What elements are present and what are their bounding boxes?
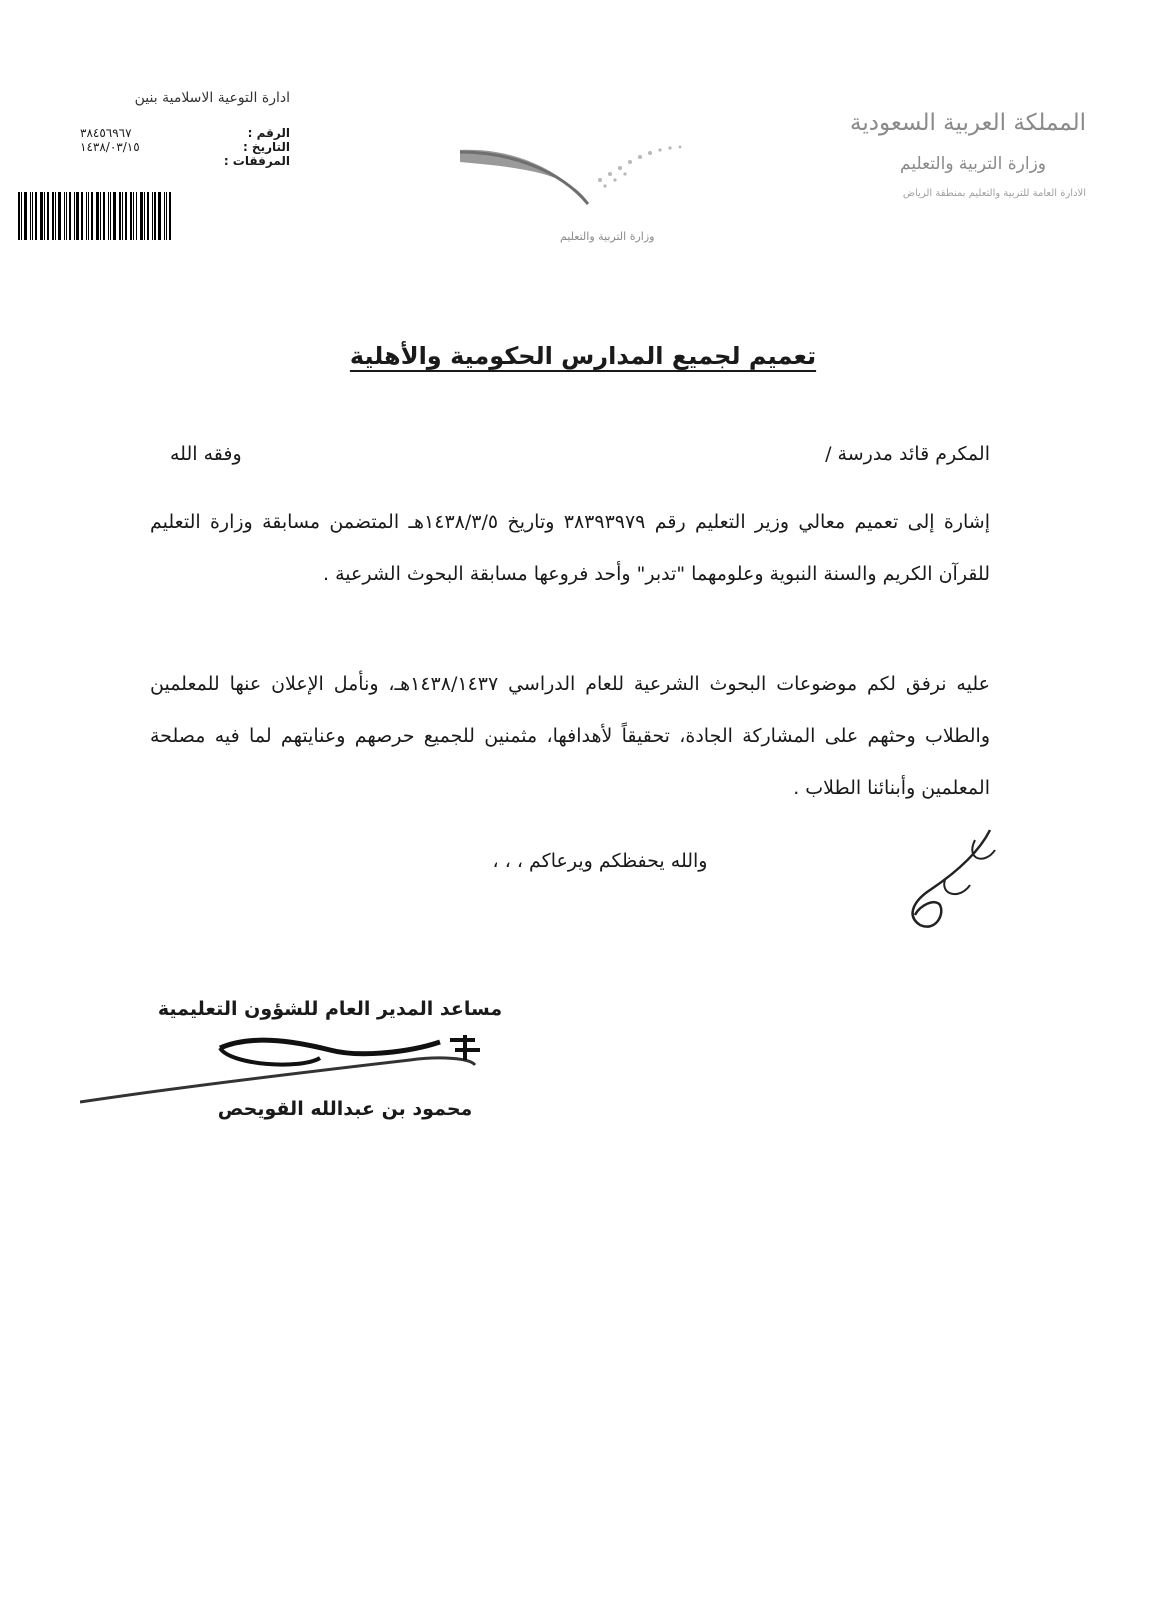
number-value: ٣٨٤٥٦٩٦٧ [80, 126, 132, 140]
barcode-bar [96, 192, 99, 240]
barcode-bar [130, 192, 132, 240]
closing-line: والله يحفظكم ويرعاكم ، ، ، [492, 850, 708, 872]
barcode-bar [119, 192, 121, 240]
barcode-bar [166, 192, 167, 240]
barcode-bar [152, 192, 153, 240]
barcode-bar [140, 192, 143, 240]
barcode-bar [66, 192, 67, 240]
handwritten-initials-icon [890, 820, 1010, 940]
number-label: الرقم : [247, 126, 290, 140]
barcode-bar [164, 192, 165, 240]
barcode-bar [52, 192, 54, 240]
barcode-bar [108, 192, 109, 240]
signatory-title: مساعد المدير العام للشؤون التعليمية [157, 998, 503, 1020]
barcode-bar [44, 192, 45, 240]
barcode-bar [122, 192, 123, 240]
barcode-bar [144, 192, 145, 240]
department-name: الادارة العامة للتربية والتعليم بمنطقة الرياض [902, 188, 1086, 199]
barcode-bar [158, 192, 161, 240]
signatory-name: محمود بن عبدالله القويحص [217, 1098, 473, 1120]
addressee: المكرم قائد مدرسة / [825, 443, 990, 465]
barcode-bar [110, 192, 111, 240]
barcode-bar [76, 192, 79, 240]
barcode-bar [91, 192, 93, 240]
barcode-bar [88, 192, 89, 240]
barcode-icon [18, 192, 240, 240]
barcode-bar [133, 192, 134, 240]
barcode-bar [69, 192, 71, 240]
document-title-text: تعميم لجميع المدارس الحكومية والأهلية [349, 342, 817, 370]
barcode-bar [86, 192, 87, 240]
barcode-bar [136, 192, 137, 240]
date-value: ١٤٣٨/٠٣/١٥ [80, 140, 140, 154]
body-paragraph-2: عليه نرفق لكم موضوعات البحوث الشرعية للعام الدراسي ١٤٣٨/١٤٣٧هـ، ونأمل الإعلان عنها للمعلمين والطلاب وحثهم على المشاركة الجادة، تحقيقاً لأهدافها، مثمنين للجميع حرصهم وعنايتهم لما فيه مصلحة المعلمين وأبنائنا الطلاب . [150, 673, 990, 799]
logo-caption: وزارة التربية والتعليم [560, 230, 655, 243]
barcode-bar [58, 192, 61, 240]
date-label: التاريخ : [242, 140, 290, 154]
barcode-bar [154, 192, 156, 240]
barcode-bar [32, 192, 33, 240]
barcode-bar [147, 192, 149, 240]
awareness-department: ادارة التوعية الاسلامية بنين [134, 90, 290, 106]
barcode-bar [30, 192, 31, 240]
ministry-name: وزارة التربية والتعليم [900, 154, 1046, 174]
barcode-bar [40, 192, 43, 240]
document-title [0, 342, 1166, 370]
letterhead-left [20, 90, 290, 168]
attachments-row [80, 154, 290, 168]
barcode-bar [35, 192, 37, 240]
letterhead-right [766, 110, 1086, 199]
barcode-bar [81, 192, 83, 240]
barcode-bar [24, 192, 27, 240]
barcode-bar [55, 192, 56, 240]
date-row [80, 140, 290, 154]
barcode-bar [100, 192, 101, 240]
barcode-bar [113, 192, 116, 240]
barcode-bar [125, 192, 127, 240]
blessing: وفقه الله [170, 443, 242, 465]
attachments-label: المرفقات : [223, 154, 290, 168]
kingdom-name: المملكة العربية السعودية [850, 110, 1086, 136]
body-paragraph-1: إشارة إلى تعميم معالي وزير التعليم رقم ٣٨٣٩٣٩٧٩ وتاريخ ١٤٣٨/٣/٥هـ المتضمن مسابقة وزارة التعليم للقرآن الكريم والسنة النبوية وعلومهما "تدبر" وأحد فروعها مسابقة البحوث الشرعية . [150, 511, 990, 585]
barcode-bar [18, 192, 20, 240]
reference-number-row [80, 126, 290, 140]
barcode-bar [21, 192, 22, 240]
barcode-bar [64, 192, 65, 240]
barcode-bar [47, 192, 49, 240]
barcode-bar [103, 192, 105, 240]
barcode-bar [169, 192, 171, 240]
barcode-bar [74, 192, 75, 240]
salutation [170, 443, 990, 465]
